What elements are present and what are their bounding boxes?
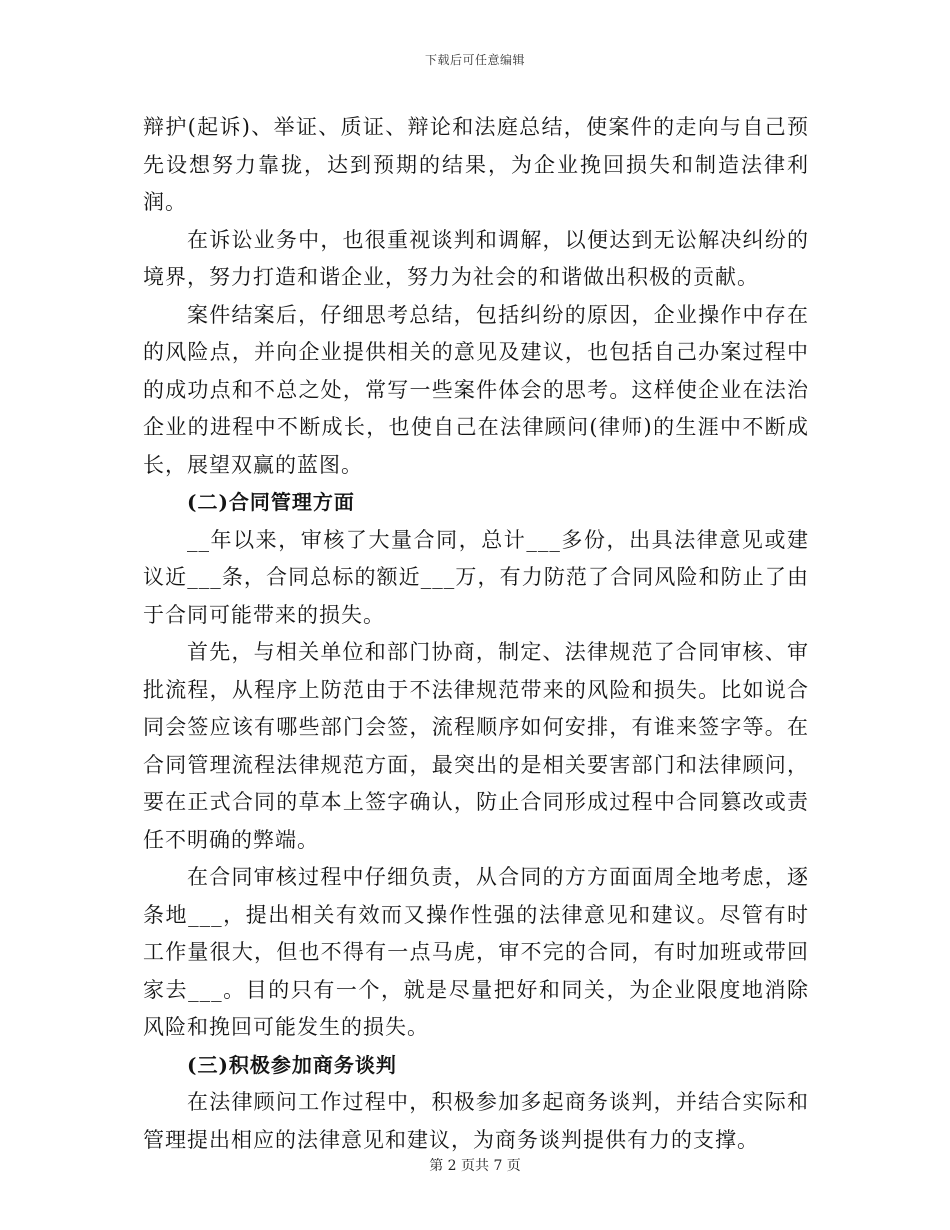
paragraph-contract-review: 在合同审核过程中仔细负责，从合同的方方面面周全地考虑，逐条地___，提出相关有效而又操作性强的法律意见和建议。尽管有时工作量很大，但也不得有一点马虎，审不完的合同，有时加班或带回家去___。目的只有一个，就是尽量把好和同关，为企业限度地消除风险和挽回可能发生的损失。 [143,865,809,1039]
document-body [143,109,809,1159]
section-heading-contract-management: (二)合同管理方面 [187,490,355,514]
page-header: 下载后可任意编辑 [424,53,525,67]
section-heading-business-negotiation: (三)积极参加商务谈判 [187,1052,397,1077]
paragraph-litigation-process: 辩护(起诉)、举证、质证、辩论和法庭总结，使案件的走向与自己预先设想努力靠拢，达到预期的结果，为企业挽回损失和制造法律利润。 [143,115,809,214]
paragraph-contract-process: 首先，与相关单位和部门协商，制定、法律规范了合同审核、审批流程，从程序上防范由于不法律规范带来的风险和损失。比如说合同会签应该有哪些部门会签，流程顺序如何安排，有谁来签字等。在合同管理流程法律规范方面，最突出的是相关要害部门和法律顾问，要在正式合同的草本上签字确认，防止合同形成过程中合同篡改或责任不明确的弊端。 [143,640,809,852]
paragraph-contract-statistics: __年以来，审核了大量合同，总计___多份，出具法律意见或建议近___条，合同总标的额近___万，有力防范了合同风险和防止了由于合同可能带来的损失。 [143,527,809,627]
page-footer: 第 2 页共 7 页 [429,1158,521,1174]
paragraph-negotiation-mediation: 在诉讼业务中，也很重视谈判和调解，以便达到无讼解决纠纷的境界，努力打造和谐企业，努力为社会的和谐做出积极的贡献。 [143,227,809,289]
paragraph-case-summary: 案件结案后，仔细思考总结，包括纠纷的原因，企业操作中存在的风险点，并向企业提供相关的意见及建议，也包括自己办案过程中的成功点和不总之处，常写一些案件体会的思考。这样使企业在法治企业的进程中不断成长，也使自己在法律顾问(律师)的生涯中不断成长，展望双赢的蓝图。 [143,302,809,477]
paragraph-business-negotiation: 在法律顾问工作过程中，积极参加多起商务谈判，并结合实际和管理提出相应的法律意见和建议，为商务谈判提供有力的支撑。 [143,1090,809,1152]
